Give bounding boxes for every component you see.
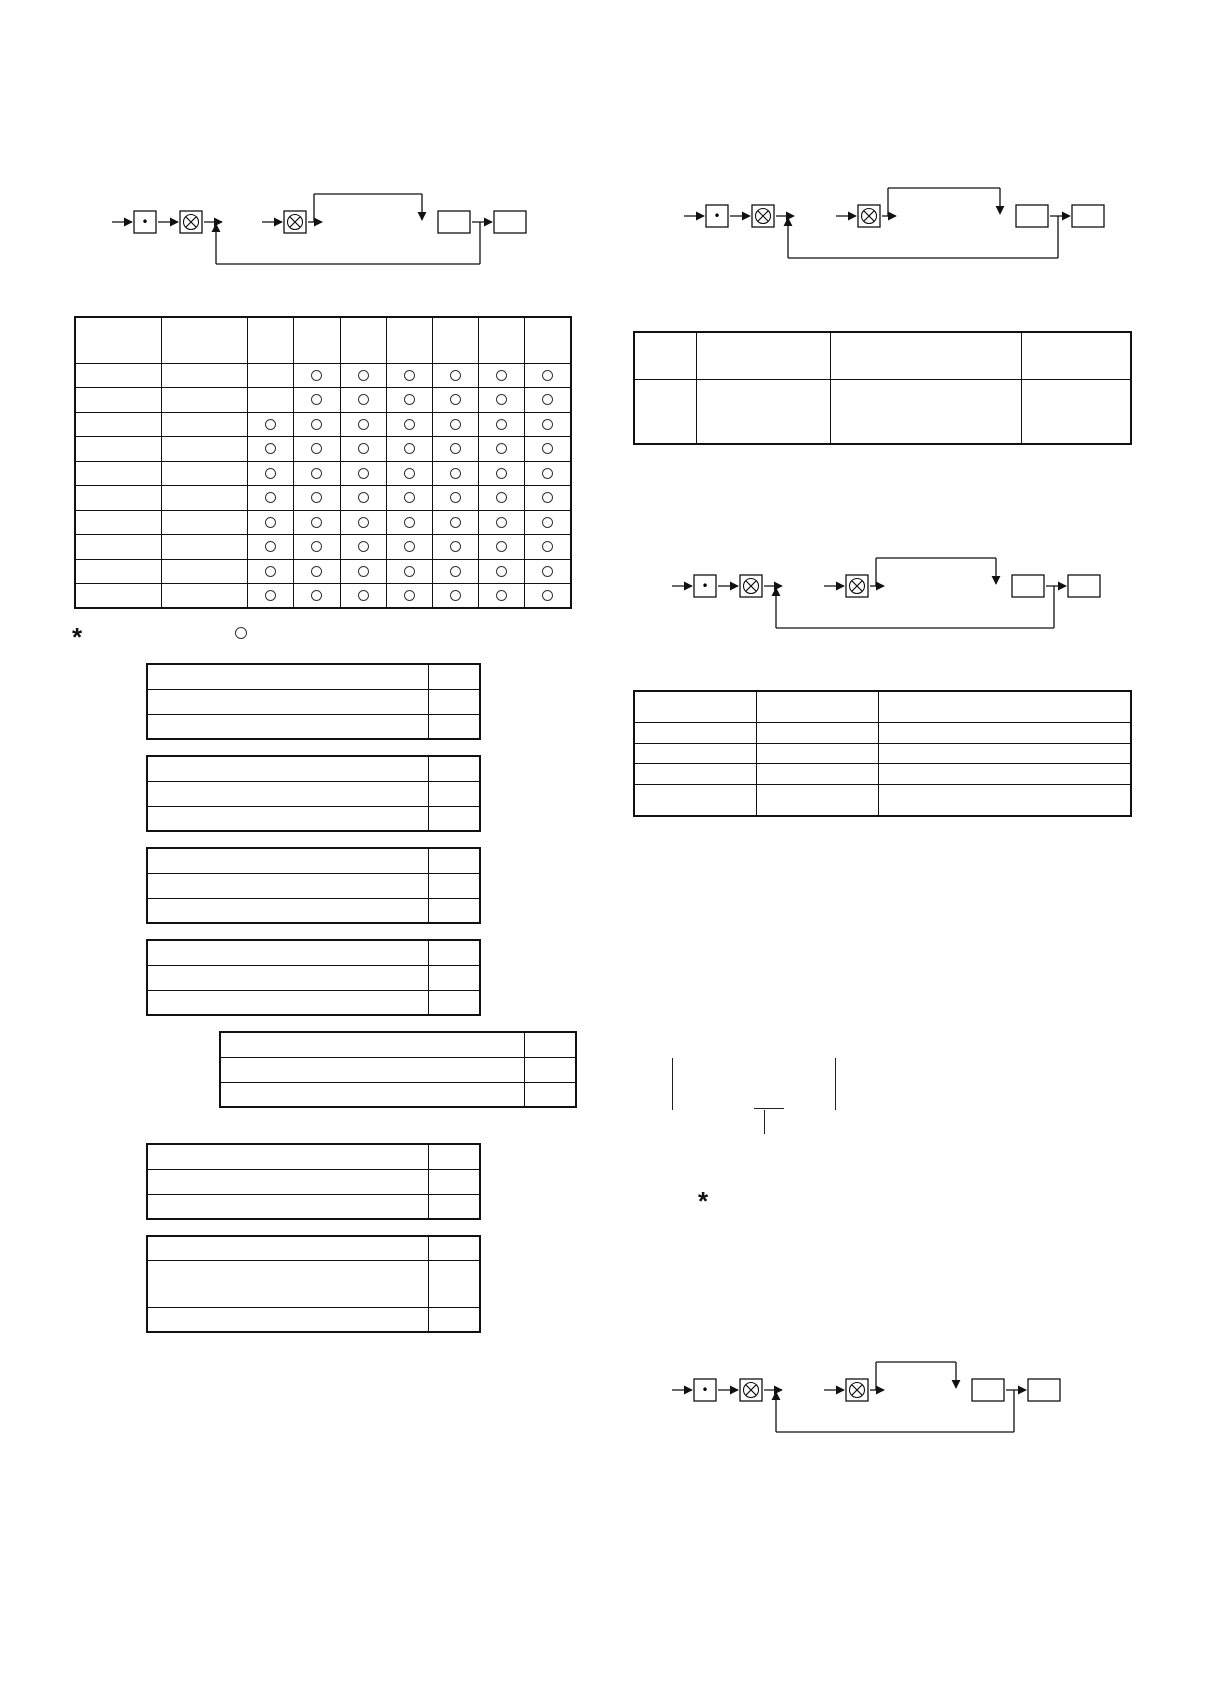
- setting-value-cell: [429, 664, 481, 689]
- table-cell: [525, 584, 571, 609]
- table-cell: [432, 412, 478, 437]
- circle-mark-icon: [265, 566, 276, 577]
- setting-label-cell: [147, 1144, 429, 1169]
- table-cell: [525, 461, 571, 486]
- circle-mark-icon: [496, 370, 507, 381]
- sel-cell: [878, 785, 1131, 816]
- circle-mark-icon: [496, 419, 507, 430]
- setting-value-cell: [429, 714, 481, 739]
- decimal-point-icon: •: [701, 1383, 709, 1397]
- setting-value-cell: [429, 689, 481, 714]
- table-cell: [386, 559, 432, 584]
- circle-mark-icon: [311, 370, 322, 381]
- setting-table: [146, 939, 481, 1016]
- circle-mark-icon: [311, 419, 322, 430]
- circle-mark-icon: [450, 394, 461, 405]
- table-cell: [525, 535, 571, 560]
- decimal-point-icon: •: [701, 579, 709, 593]
- table-cell: [340, 437, 386, 462]
- table-cell: [248, 510, 294, 535]
- table-cell: [479, 363, 525, 388]
- setting-table: [146, 663, 481, 740]
- setting-label-cell: [147, 664, 429, 689]
- circle-mark-icon: [496, 566, 507, 577]
- circle-mark-icon: [542, 566, 553, 577]
- circle-mark-icon: [496, 394, 507, 405]
- format-bracket-left: [672, 1058, 673, 1110]
- sel-cell: [634, 764, 756, 785]
- setting-value-cell: [429, 873, 481, 898]
- table-cell: [75, 510, 161, 535]
- table-cell: [340, 510, 386, 535]
- setting-label-cell: [147, 898, 429, 923]
- table-cell: [386, 510, 432, 535]
- option-table-header-cell: [294, 317, 340, 363]
- table-row: [75, 486, 571, 511]
- table-cell: [386, 584, 432, 609]
- table-cell: [340, 535, 386, 560]
- table-cell: [432, 584, 478, 609]
- circle-mark-icon: [311, 517, 322, 528]
- table-cell: [340, 461, 386, 486]
- setting-label-cell: [147, 714, 429, 739]
- circle-mark-icon: [450, 517, 461, 528]
- option-table-header-cell: [432, 317, 478, 363]
- setting-label-cell: [147, 806, 429, 831]
- table-cell: [479, 412, 525, 437]
- setting-label-cell: [147, 848, 429, 873]
- circle-mark-icon: [542, 468, 553, 479]
- table-cell: [432, 437, 478, 462]
- table-cell: [340, 388, 386, 413]
- table-cell: [75, 559, 161, 584]
- table-cell: [479, 584, 525, 609]
- table-cell: [294, 584, 340, 609]
- setting-label-cell: [147, 1194, 429, 1219]
- circle-mark-icon: [450, 492, 461, 503]
- table-cell: [75, 584, 161, 609]
- circle-mark-icon: [450, 370, 461, 381]
- table-cell: [432, 559, 478, 584]
- table-cell: [386, 412, 432, 437]
- circle-mark-icon: [358, 370, 369, 381]
- param-head-3: [830, 332, 1021, 379]
- table-row: [75, 388, 571, 413]
- table-cell: [161, 461, 247, 486]
- circle-mark-icon: [542, 541, 553, 552]
- setting-value-cell: [429, 1144, 481, 1169]
- setting-label-cell: [147, 756, 429, 781]
- setting-value-cell: [429, 898, 481, 923]
- table-cell: [75, 412, 161, 437]
- setting-value-cell: [429, 1169, 481, 1194]
- table-cell: [525, 412, 571, 437]
- decimal-point-icon: •: [713, 209, 721, 223]
- setting-label-cell: [147, 940, 429, 965]
- table-cell: [525, 559, 571, 584]
- table-cell: [340, 584, 386, 609]
- setting-label-cell: [147, 1169, 429, 1194]
- parameter-table: [633, 331, 1132, 445]
- function-key-box: [1072, 205, 1104, 227]
- table-cell: [294, 510, 340, 535]
- setting-label-cell: [147, 873, 429, 898]
- table-cell: [386, 363, 432, 388]
- circle-mark-icon: [358, 517, 369, 528]
- table-cell: [248, 486, 294, 511]
- function-key-box: [494, 211, 526, 233]
- table-cell: [479, 486, 525, 511]
- table-cell: [525, 437, 571, 462]
- option-table-header-cell: [386, 317, 432, 363]
- table-cell: [161, 412, 247, 437]
- circle-mark-icon: [542, 492, 553, 503]
- circle-mark-icon: [265, 590, 276, 601]
- table-cell: [248, 437, 294, 462]
- table-cell: [386, 486, 432, 511]
- table-cell: [248, 412, 294, 437]
- circle-mark-icon: [311, 566, 322, 577]
- setting-label-cell: [147, 1261, 429, 1308]
- circle-mark-icon: [542, 443, 553, 454]
- function-key-box: [1068, 575, 1100, 597]
- table-cell: [525, 486, 571, 511]
- circle-mark-icon: [542, 590, 553, 601]
- table-cell: [432, 535, 478, 560]
- circle-mark-icon: [404, 443, 415, 454]
- sel-cell: [878, 691, 1131, 722]
- circle-mark-icon: [404, 590, 415, 601]
- circle-mark-icon: [311, 468, 322, 479]
- table-cell: [248, 584, 294, 609]
- circle-mark-icon: [358, 541, 369, 552]
- table-cell: [294, 363, 340, 388]
- table-cell: [75, 388, 161, 413]
- sel-cell: [878, 764, 1131, 785]
- sel-cell: [634, 722, 756, 743]
- table-cell: [340, 486, 386, 511]
- table-cell: [294, 388, 340, 413]
- circle-mark-icon: [311, 590, 322, 601]
- sel-cell: [634, 785, 756, 816]
- circle-mark-icon: [404, 566, 415, 577]
- table-cell: [479, 510, 525, 535]
- circle-mark-icon: [265, 419, 276, 430]
- param-cell-2: [696, 379, 830, 444]
- setting-label-cell: [220, 1082, 525, 1107]
- circle-mark-icon: [311, 443, 322, 454]
- setting-value-cell: [525, 1057, 577, 1082]
- table-cell: [479, 388, 525, 413]
- setting-label-cell: [147, 689, 429, 714]
- circle-mark-icon: [404, 517, 415, 528]
- function-key-box: [1012, 575, 1044, 597]
- setting-label-cell: [220, 1057, 525, 1082]
- circle-mark-icon: [542, 394, 553, 405]
- sel-cell: [634, 743, 756, 764]
- option-table-header-cell: [248, 317, 294, 363]
- sel-cell: [756, 743, 878, 764]
- table-row: [75, 437, 571, 462]
- table-cell: [432, 486, 478, 511]
- setting-value-cell: [525, 1082, 577, 1107]
- format-bracket-right: [835, 1058, 836, 1110]
- sel-cell: [756, 691, 878, 722]
- setting-label-cell: [147, 965, 429, 990]
- setting-value-cell: [429, 1261, 481, 1308]
- circle-mark-icon: [358, 443, 369, 454]
- format-underline: [754, 1108, 784, 1109]
- sel-cell: [878, 743, 1131, 764]
- circle-mark-icon: [265, 443, 276, 454]
- circle-mark-icon: [358, 492, 369, 503]
- option-table-header-cell: [161, 317, 247, 363]
- table-row: [75, 461, 571, 486]
- param-head-2: [696, 332, 830, 379]
- circle-mark-icon: [496, 443, 507, 454]
- table-cell: [340, 363, 386, 388]
- circle-mark-icon: [404, 370, 415, 381]
- note-asterisk: *: [698, 1186, 709, 1216]
- circle-mark-icon: [311, 492, 322, 503]
- function-key-box: [438, 211, 470, 233]
- table-row: [75, 412, 571, 437]
- selection-table: [633, 690, 1132, 817]
- circle-mark-icon: [311, 541, 322, 552]
- table-cell: [161, 559, 247, 584]
- setting-value-cell: [429, 1307, 481, 1332]
- table-cell: [294, 535, 340, 560]
- table-cell: [432, 461, 478, 486]
- table-cell: [161, 584, 247, 609]
- setting-value-cell: [429, 990, 481, 1015]
- circle-mark-icon: [496, 517, 507, 528]
- footnote-asterisk: *: [72, 622, 83, 652]
- param-head-4: [1021, 332, 1131, 379]
- sel-cell: [756, 764, 878, 785]
- table-cell: [294, 412, 340, 437]
- table-cell: [75, 535, 161, 560]
- table-cell: [525, 363, 571, 388]
- circle-mark-icon: [311, 394, 322, 405]
- circle-mark-icon: [542, 370, 553, 381]
- circle-mark-icon: [450, 443, 461, 454]
- table-cell: [525, 510, 571, 535]
- circle-mark-icon: [358, 590, 369, 601]
- circle-mark-icon: [358, 468, 369, 479]
- table-cell: [248, 535, 294, 560]
- setting-value-cell: [429, 965, 481, 990]
- sel-cell: [878, 722, 1131, 743]
- circle-mark-icon: [450, 468, 461, 479]
- function-key-box: [972, 1379, 1004, 1401]
- setting-label-cell: [147, 1236, 429, 1261]
- circle-mark-icon: [404, 541, 415, 552]
- table-cell: [75, 486, 161, 511]
- table-row: [75, 559, 571, 584]
- table-cell: [294, 486, 340, 511]
- setting-value-cell: [429, 848, 481, 873]
- setting-label-cell: [147, 990, 429, 1015]
- format-tick: [764, 1110, 765, 1134]
- circle-mark-icon: [404, 394, 415, 405]
- setting-table: [146, 1235, 481, 1333]
- table-cell: [161, 388, 247, 413]
- setting-table: [146, 755, 481, 832]
- table-cell: [479, 559, 525, 584]
- table-cell: [75, 363, 161, 388]
- table-row: [75, 584, 571, 609]
- sel-cell: [756, 785, 878, 816]
- table-cell: [525, 388, 571, 413]
- circle-mark-icon: [358, 419, 369, 430]
- table-cell: [75, 437, 161, 462]
- table-cell: [386, 535, 432, 560]
- param-cell-1: [634, 379, 696, 444]
- circle-mark-icon: [358, 566, 369, 577]
- setting-value-cell: [429, 806, 481, 831]
- table-cell: [248, 363, 294, 388]
- circle-mark-icon: [496, 468, 507, 479]
- sel-cell: [756, 722, 878, 743]
- table-cell: [161, 437, 247, 462]
- setting-label-cell: [147, 781, 429, 806]
- setting-value-cell: [429, 781, 481, 806]
- circle-mark-icon: [265, 468, 276, 479]
- circle-mark-icon: [496, 541, 507, 552]
- circle-mark-icon: [542, 419, 553, 430]
- circle-mark-icon: [265, 541, 276, 552]
- setting-value-cell: [429, 1194, 481, 1219]
- circle-mark-icon: [450, 541, 461, 552]
- setting-table: [146, 847, 481, 924]
- setting-value-cell: [429, 940, 481, 965]
- table-cell: [479, 437, 525, 462]
- table-cell: [161, 510, 247, 535]
- table-cell: [340, 412, 386, 437]
- decimal-point-icon: •: [141, 215, 149, 229]
- circle-mark-icon: [404, 492, 415, 503]
- function-key-box: [1016, 205, 1048, 227]
- table-cell: [294, 559, 340, 584]
- table-cell: [161, 363, 247, 388]
- table-cell: [248, 388, 294, 413]
- setting-label-cell: [220, 1032, 525, 1057]
- function-key-box: [1028, 1379, 1060, 1401]
- param-cell-4: [1021, 379, 1131, 444]
- table-cell: [432, 388, 478, 413]
- circle-mark-icon: [450, 590, 461, 601]
- table-cell: [432, 510, 478, 535]
- table-cell: [75, 461, 161, 486]
- table-cell: [248, 461, 294, 486]
- table-cell: [340, 559, 386, 584]
- option-table-header-cell: [525, 317, 571, 363]
- option-matrix-table: [74, 316, 572, 609]
- table-row: [75, 510, 571, 535]
- circle-mark-icon: [496, 590, 507, 601]
- option-table-header-cell: [340, 317, 386, 363]
- table-cell: [479, 535, 525, 560]
- legend-circle-icon: [235, 627, 247, 639]
- setting-value-cell: [429, 756, 481, 781]
- option-table-header-cell: [479, 317, 525, 363]
- circle-mark-icon: [404, 468, 415, 479]
- circle-mark-icon: [404, 419, 415, 430]
- table-cell: [248, 559, 294, 584]
- table-cell: [294, 437, 340, 462]
- circle-mark-icon: [496, 492, 507, 503]
- param-head-1: [634, 332, 696, 379]
- table-cell: [161, 535, 247, 560]
- setting-table: [146, 1143, 481, 1220]
- circle-mark-icon: [265, 517, 276, 528]
- table-cell: [294, 461, 340, 486]
- table-row: [75, 535, 571, 560]
- setting-table: [219, 1031, 577, 1108]
- table-row: [75, 363, 571, 388]
- option-table-header-row: [75, 317, 571, 363]
- table-cell: [386, 437, 432, 462]
- circle-mark-icon: [265, 492, 276, 503]
- circle-mark-icon: [358, 394, 369, 405]
- table-cell: [386, 461, 432, 486]
- setting-label-cell: [147, 1307, 429, 1332]
- param-cell-3: [830, 379, 1021, 444]
- circle-mark-icon: [450, 419, 461, 430]
- setting-value-cell: [429, 1236, 481, 1261]
- sel-cell: [634, 691, 756, 722]
- setting-value-cell: [525, 1032, 577, 1057]
- circle-mark-icon: [450, 566, 461, 577]
- circle-mark-icon: [542, 517, 553, 528]
- table-cell: [479, 461, 525, 486]
- option-table-header-cell: [75, 317, 161, 363]
- table-cell: [432, 363, 478, 388]
- table-cell: [161, 486, 247, 511]
- table-cell: [386, 388, 432, 413]
